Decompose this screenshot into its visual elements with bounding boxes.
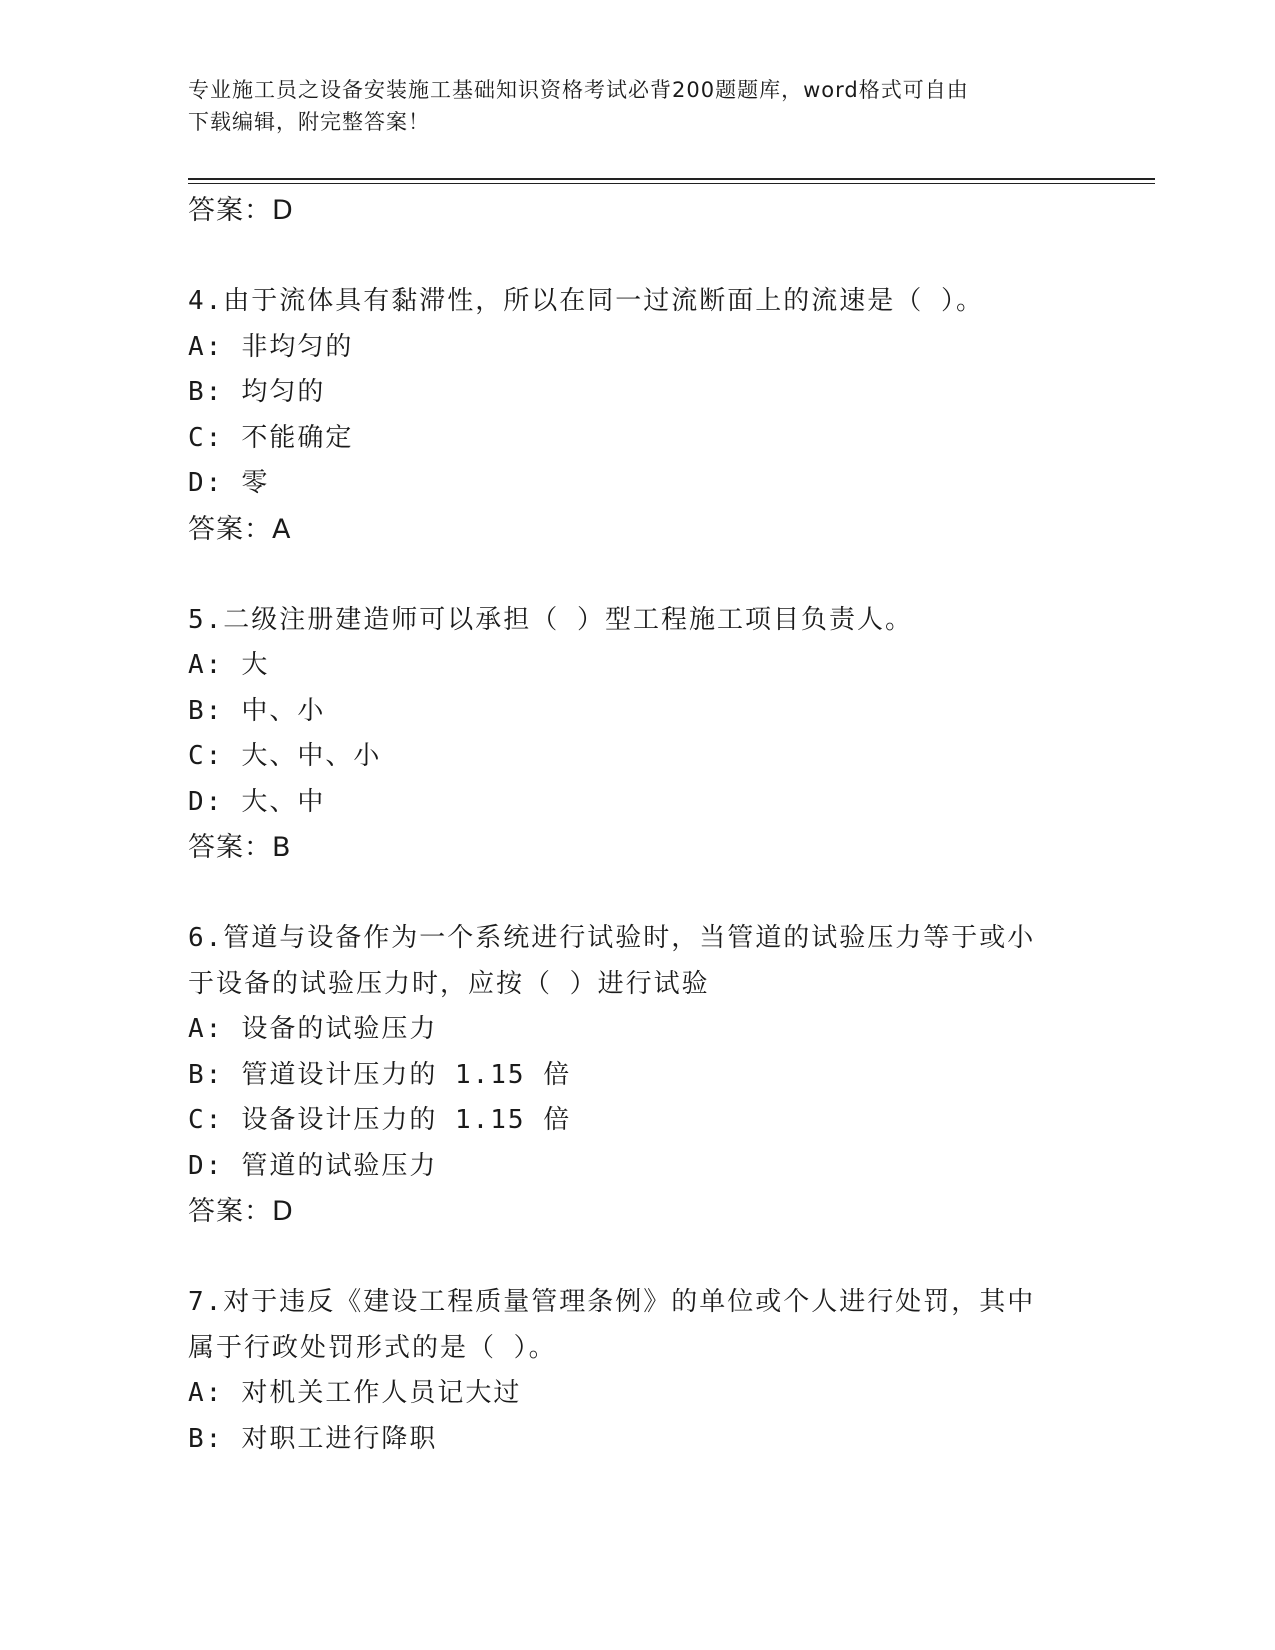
option-key: B: <box>188 1059 224 1090</box>
question-stem: 5.二级注册建造师可以承担（ ）型工程施工项目负责人。 <box>188 604 913 635</box>
option-key: C: <box>188 422 224 453</box>
option-text: 设备设计压力的 1.15 倍 <box>241 1105 572 1135</box>
option-key: C: <box>188 1105 224 1135</box>
option-b <box>188 689 1088 735</box>
option-a <box>188 1007 1088 1053</box>
spacer <box>188 1235 1088 1281</box>
option-text: 管道设计压力的 1.15 倍 <box>241 1059 572 1090</box>
option-text: 均匀的 <box>241 377 326 407</box>
option-text: 设备的试验压力 <box>241 1014 438 1044</box>
option-key: B: <box>188 1423 224 1454</box>
spacer <box>188 234 1088 280</box>
option-text: 大、中、小 <box>241 741 382 771</box>
option-b <box>188 1417 1088 1463</box>
answer: 答案：A <box>188 513 292 545</box>
option-text: 对职工进行降职 <box>241 1423 438 1454</box>
header-rule-thick <box>188 178 1155 180</box>
option-key: A: <box>188 1378 224 1408</box>
option-c <box>188 1098 1088 1144</box>
spacer <box>188 871 1088 917</box>
option-key: A: <box>188 331 224 362</box>
option-key: B: <box>188 695 224 726</box>
option-text: 零 <box>241 468 270 498</box>
question-stem: 4.由于流体具有黏滞性，所以在同一过流断面上的流速是（ ）。 <box>188 286 984 316</box>
option-a <box>188 643 1088 689</box>
page-header <box>188 74 1068 138</box>
option-key: A: <box>188 650 224 680</box>
option-text: 非均匀的 <box>241 331 354 362</box>
answer: 答案：D <box>188 1196 294 1227</box>
question-stem-continued: 于设备的试验压力时，应按（ ）进行试验 <box>188 968 710 999</box>
question-7 <box>188 1280 1088 1462</box>
option-key: C: <box>188 741 224 771</box>
option-key: B: <box>188 377 224 407</box>
question-list <box>188 188 1088 1462</box>
question-stem-continued: 属于行政处罚形式的是（ ）。 <box>188 1332 557 1363</box>
answer: 答案：B <box>188 832 292 863</box>
header-rule-thin <box>188 183 1155 184</box>
question-6 <box>188 916 1088 1235</box>
option-text: 不能确定 <box>241 422 354 453</box>
option-d <box>188 1144 1088 1190</box>
question-stem: 6.管道与设备作为一个系统进行试验时，当管道的试验压力等于或小 <box>188 923 1036 953</box>
option-text: 中、小 <box>241 695 326 726</box>
option-a <box>188 1371 1088 1417</box>
option-text: 大、中 <box>241 786 326 817</box>
option-a <box>188 325 1088 371</box>
option-text: 对机关工作人员记大过 <box>241 1378 522 1408</box>
option-text: 管道的试验压力 <box>241 1150 438 1181</box>
question-4 <box>188 279 1088 552</box>
question-5 <box>188 598 1088 871</box>
option-key: D: <box>188 1150 224 1181</box>
spacer <box>188 552 1088 598</box>
question-stem: 7.对于违反《建设工程质量管理条例》的单位或个人进行处罚，其中 <box>188 1287 1036 1317</box>
option-d <box>188 461 1088 507</box>
option-key: D: <box>188 786 224 817</box>
option-b <box>188 1053 1088 1099</box>
option-key: D: <box>188 468 224 498</box>
answer-previous: 答案：D <box>188 195 294 226</box>
option-key: A: <box>188 1014 224 1044</box>
option-d <box>188 780 1088 826</box>
option-b <box>188 370 1088 416</box>
option-text: 大 <box>241 650 270 680</box>
option-c <box>188 734 1088 780</box>
option-c <box>188 416 1088 462</box>
header-line-2: 下载编辑，附完整答案！ <box>188 110 430 134</box>
header-line-1: 专业施工员之设备安装施工基础知识资格考试必背200题题库，word格式可自由 <box>188 78 969 102</box>
